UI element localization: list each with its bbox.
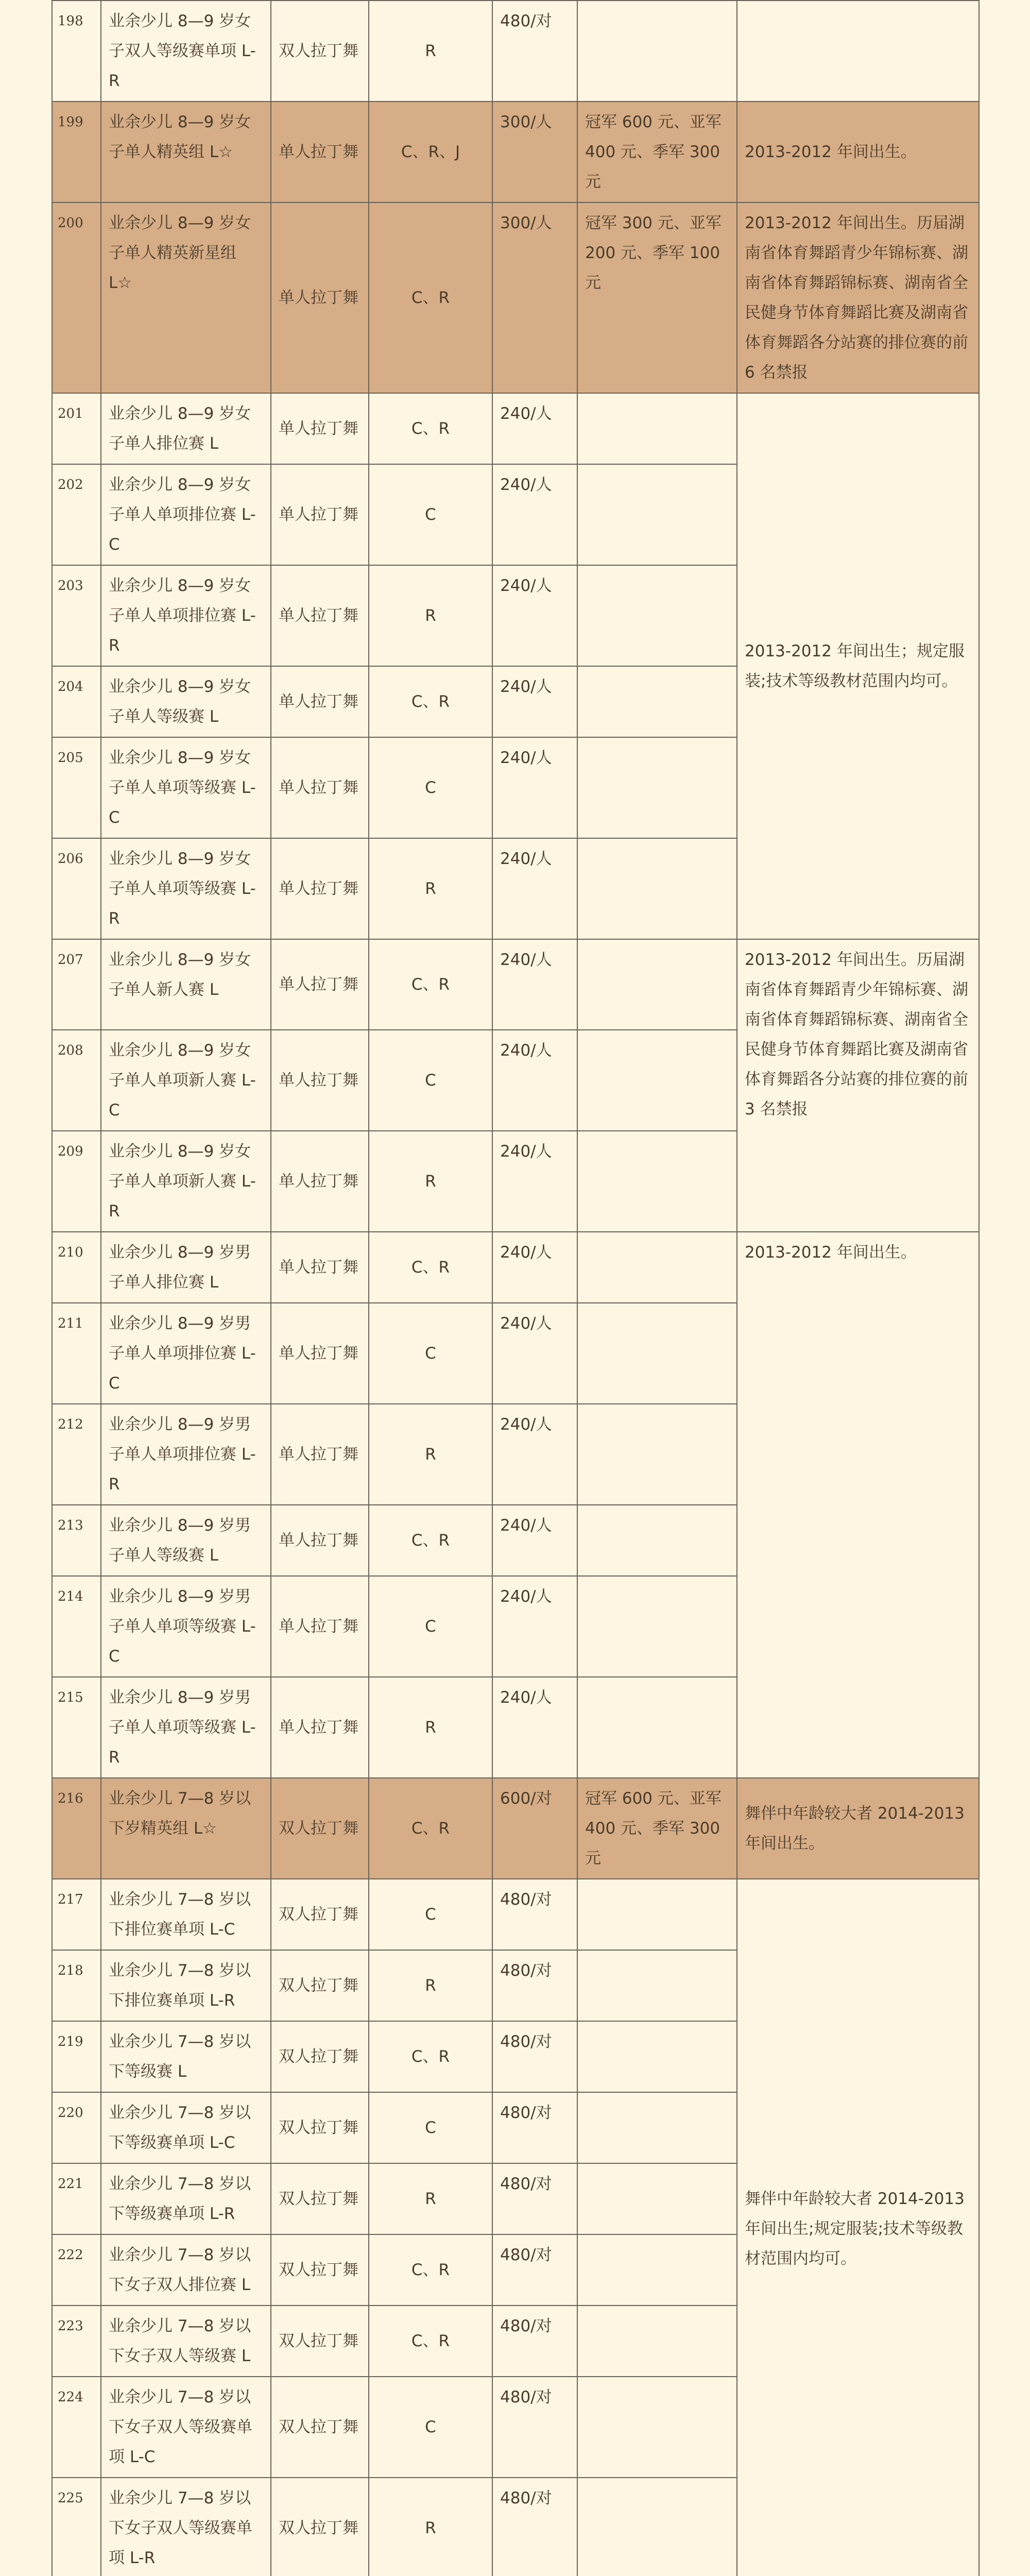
event-name-cell: 业余少儿 8—9 岁女子单人单项新人赛 L-R: [101, 1131, 271, 1232]
dances-cell: C: [369, 1576, 492, 1677]
prize-cell: [577, 1677, 737, 1778]
entry-number-cell: 204: [52, 666, 101, 737]
entry-number-cell: 218: [52, 1950, 101, 2021]
dances-cell: C、R: [369, 939, 492, 1030]
dance-type-cell: 双人拉丁舞: [271, 1778, 369, 1879]
table-row: [52, 1232, 979, 1303]
entry-number-cell: 220: [52, 2092, 101, 2163]
dance-type-cell: 单人拉丁舞: [271, 1303, 369, 1404]
event-name-cell: 业余少儿 7—8 岁以下女子双人等级赛单项 L-R: [101, 2478, 271, 2576]
table-row: [52, 939, 979, 1030]
entry-fee-cell: 240/人: [492, 1232, 577, 1303]
dances-cell: C、R: [369, 2306, 492, 2377]
dances-cell: C、R: [369, 1232, 492, 1303]
remarks-cell: 舞伴中年龄较大者 2014-2013 年间出生;规定服装;技术等级教材范围内均可。: [737, 1879, 979, 2576]
dances-cell: C: [369, 737, 492, 838]
entry-number-cell: 213: [52, 1505, 101, 1576]
event-name-cell: 业余少儿 8—9 岁女子单人单项排位赛 L-C: [101, 464, 271, 565]
event-name-cell: 业余少儿 8—9 岁女子单人精英组 L☆: [101, 101, 271, 202]
prize-cell: [577, 2234, 737, 2306]
dances-cell: C、R: [369, 1505, 492, 1576]
prize-cell: [577, 1, 737, 101]
entry-number-cell: 209: [52, 1131, 101, 1232]
dances-cell: R: [369, 2163, 492, 2234]
dances-cell: R: [369, 1131, 492, 1232]
event-name-cell: 业余少儿 8—9 岁女子单人单项等级赛 L-C: [101, 737, 271, 838]
prize-cell: [577, 1505, 737, 1576]
event-name-cell: 业余少儿 8—9 岁女子单人单项等级赛 L-R: [101, 838, 271, 939]
event-name-cell: 业余少儿 7—8 岁以下女子双人等级赛 L: [101, 2306, 271, 2377]
remarks-cell: 2013-2012 年间出生。: [737, 1232, 979, 1778]
prize-cell: [577, 2021, 737, 2092]
entry-fee-cell: 300/人: [492, 202, 577, 393]
entry-number-cell: 208: [52, 1030, 101, 1131]
prize-cell: [577, 1030, 737, 1131]
prize-cell: [577, 838, 737, 939]
entry-fee-cell: 480/对: [492, 1950, 577, 2021]
entry-number-cell: 222: [52, 2234, 101, 2306]
entry-number-cell: 214: [52, 1576, 101, 1677]
entry-number-cell: 210: [52, 1232, 101, 1303]
dance-type-cell: 单人拉丁舞: [271, 1576, 369, 1677]
event-name-cell: 业余少儿 7—8 岁以下排位赛单项 L-R: [101, 1950, 271, 2021]
dance-type-cell: 双人拉丁舞: [271, 2163, 369, 2234]
entry-number-cell: 219: [52, 2021, 101, 2092]
entry-number-cell: 207: [52, 939, 101, 1030]
event-name-cell: 业余少儿 7—8 岁以下等级赛单项 L-R: [101, 2163, 271, 2234]
entry-fee-cell: 240/人: [492, 838, 577, 939]
dances-cell: C、R: [369, 2021, 492, 2092]
dances-cell: C: [369, 464, 492, 565]
entry-fee-cell: 480/对: [492, 1, 577, 101]
dances-cell: C: [369, 1879, 492, 1950]
entry-number-cell: 200: [52, 202, 101, 393]
entry-number-cell: 223: [52, 2306, 101, 2377]
remarks-cell: 2013-2012 年间出生。历届湖南省体育舞蹈青少年锦标赛、湖南省体育舞蹈锦标赛、湖南省全民健身节体育舞蹈比赛及湖南省体育舞蹈各分站赛的排位赛的前 3 名禁报: [737, 939, 979, 1232]
entry-fee-cell: 240/人: [492, 565, 577, 666]
prize-cell: [577, 666, 737, 737]
event-name-cell: 业余少儿 8—9 岁女子单人新人赛 L: [101, 939, 271, 1030]
dance-type-cell: 双人拉丁舞: [271, 1950, 369, 2021]
dances-cell: R: [369, 1404, 492, 1505]
prize-cell: [577, 565, 737, 666]
event-name-cell: 业余少儿 8—9 岁女子单人排位赛 L: [101, 393, 271, 464]
dances-cell: R: [369, 2478, 492, 2576]
entry-number-cell: 221: [52, 2163, 101, 2234]
dances-cell: C、R: [369, 393, 492, 464]
event-name-cell: 业余少儿 8—9 岁女子单人等级赛 L: [101, 666, 271, 737]
dance-type-cell: 双人拉丁舞: [271, 2478, 369, 2576]
prize-cell: [577, 464, 737, 565]
entry-number-cell: 201: [52, 393, 101, 464]
entry-fee-cell: 480/对: [492, 2163, 577, 2234]
dance-type-cell: 单人拉丁舞: [271, 838, 369, 939]
event-name-cell: 业余少儿 7—8 岁以下女子双人等级赛单项 L-C: [101, 2377, 271, 2478]
dance-type-cell: 单人拉丁舞: [271, 1677, 369, 1778]
prize-cell: 冠军 300 元、亚军 200 元、季军 100 元: [577, 202, 737, 393]
event-name-cell: 业余少儿 8—9 岁女子单人单项新人赛 L-C: [101, 1030, 271, 1131]
remarks-cell: 2013-2012 年间出生。历届湖南省体育舞蹈青少年锦标赛、湖南省体育舞蹈锦标赛、湖南省全民健身节体育舞蹈比赛及湖南省体育舞蹈各分站赛的排位赛的前 6 名禁报: [737, 202, 979, 393]
table-row: [52, 1879, 979, 1950]
entry-number-cell: 206: [52, 838, 101, 939]
event-name-cell: 业余少儿 8—9 岁男子单人单项排位赛 L-C: [101, 1303, 271, 1404]
prize-cell: [577, 2478, 737, 2576]
table-row: [52, 1, 979, 101]
prize-cell: [577, 1131, 737, 1232]
dances-cell: C、R: [369, 666, 492, 737]
prize-cell: [577, 939, 737, 1030]
entry-fee-cell: 240/人: [492, 1131, 577, 1232]
table-row: [52, 101, 979, 202]
entry-fee-cell: 240/人: [492, 393, 577, 464]
entry-fee-cell: 480/对: [492, 2021, 577, 2092]
entry-number-cell: 215: [52, 1677, 101, 1778]
prize-cell: [577, 1303, 737, 1404]
prize-cell: [577, 393, 737, 464]
entry-fee-cell: 480/对: [492, 2092, 577, 2163]
dances-cell: C: [369, 2377, 492, 2478]
entry-number-cell: 211: [52, 1303, 101, 1404]
entry-fee-cell: 240/人: [492, 1576, 577, 1677]
dances-cell: R: [369, 1950, 492, 2021]
prize-cell: [577, 1404, 737, 1505]
event-name-cell: 业余少儿 7—8 岁以下岁精英组 L☆: [101, 1778, 271, 1879]
dance-type-cell: 单人拉丁舞: [271, 1404, 369, 1505]
event-name-cell: 业余少儿 7—8 岁以下等级赛单项 L-C: [101, 2092, 271, 2163]
dance-type-cell: 单人拉丁舞: [271, 737, 369, 838]
event-name-cell: 业余少儿 8—9 岁男子单人等级赛 L: [101, 1505, 271, 1576]
entry-table: [52, 0, 980, 2576]
table-row: [52, 393, 979, 464]
entry-fee-cell: 480/对: [492, 2478, 577, 2576]
dance-type-cell: 单人拉丁舞: [271, 939, 369, 1030]
remarks-cell: 舞伴中年龄较大者 2014-2013 年间出生。: [737, 1778, 979, 1879]
event-name-cell: 业余少儿 7—8 岁以下等级赛 L: [101, 2021, 271, 2092]
entry-number-cell: 199: [52, 101, 101, 202]
dance-type-cell: 单人拉丁舞: [271, 1131, 369, 1232]
dance-type-cell: 双人拉丁舞: [271, 2092, 369, 2163]
dances-cell: R: [369, 1677, 492, 1778]
dance-type-cell: 双人拉丁舞: [271, 2234, 369, 2306]
entry-fee-cell: 480/对: [492, 2306, 577, 2377]
prize-cell: [577, 2377, 737, 2478]
dances-cell: C: [369, 1030, 492, 1131]
entry-number-cell: 212: [52, 1404, 101, 1505]
dance-type-cell: 双人拉丁舞: [271, 1, 369, 101]
dance-type-cell: 单人拉丁舞: [271, 666, 369, 737]
entry-fee-cell: 600/对: [492, 1778, 577, 1879]
entry-number-cell: 203: [52, 565, 101, 666]
dance-type-cell: 双人拉丁舞: [271, 2377, 369, 2478]
prize-cell: [577, 2092, 737, 2163]
dances-cell: R: [369, 838, 492, 939]
entry-fee-cell: 240/人: [492, 737, 577, 838]
event-name-cell: 业余少儿 8—9 岁男子单人单项等级赛 L-C: [101, 1576, 271, 1677]
event-name-cell: 业余少儿 8—9 岁女子单人精英新星组 L☆: [101, 202, 271, 393]
entry-fee-cell: 240/人: [492, 666, 577, 737]
event-name-cell: 业余少儿 8—9 岁男子单人单项排位赛 L-R: [101, 1404, 271, 1505]
prize-cell: [577, 737, 737, 838]
entry-fee-cell: 240/人: [492, 939, 577, 1030]
table-row: [52, 1778, 979, 1879]
entry-fee-cell: 240/人: [492, 1030, 577, 1131]
prize-cell: [577, 2306, 737, 2377]
event-name-cell: 业余少儿 8—9 岁女子单人单项排位赛 L-R: [101, 565, 271, 666]
entry-number-cell: 205: [52, 737, 101, 838]
dance-type-cell: 双人拉丁舞: [271, 2306, 369, 2377]
event-name-cell: 业余少儿 8—9 岁男子单人单项等级赛 L-R: [101, 1677, 271, 1778]
remarks-cell: 2013-2012 年间出生；规定服装;技术等级教材范围内均可。: [737, 393, 979, 939]
dances-cell: C、R: [369, 1778, 492, 1879]
entry-fee-cell: 240/人: [492, 1505, 577, 1576]
dances-cell: C: [369, 1303, 492, 1404]
dance-type-cell: 单人拉丁舞: [271, 1232, 369, 1303]
event-name-cell: 业余少儿 8—9 岁男子单人排位赛 L: [101, 1232, 271, 1303]
entry-number-cell: 225: [52, 2478, 101, 2576]
prize-cell: [577, 1950, 737, 2021]
dance-type-cell: 单人拉丁舞: [271, 202, 369, 393]
remarks-cell: [737, 1, 979, 101]
dances-cell: R: [369, 1, 492, 101]
dances-cell: R: [369, 565, 492, 666]
entry-number-cell: 224: [52, 2377, 101, 2478]
entry-fee-cell: 240/人: [492, 464, 577, 565]
dance-type-cell: 双人拉丁舞: [271, 2021, 369, 2092]
dance-type-cell: 单人拉丁舞: [271, 1505, 369, 1576]
entry-fee-cell: 240/人: [492, 1677, 577, 1778]
entry-fee-cell: 240/人: [492, 1404, 577, 1505]
prize-cell: [577, 1576, 737, 1677]
entry-number-cell: 216: [52, 1778, 101, 1879]
dances-cell: C、R: [369, 2234, 492, 2306]
prize-cell: [577, 1879, 737, 1950]
entry-fee-cell: 480/对: [492, 2234, 577, 2306]
dance-type-cell: 双人拉丁舞: [271, 1879, 369, 1950]
dance-type-cell: 单人拉丁舞: [271, 1030, 369, 1131]
prize-cell: [577, 1232, 737, 1303]
dances-cell: C: [369, 2092, 492, 2163]
event-name-cell: 业余少儿 7—8 岁以下排位赛单项 L-C: [101, 1879, 271, 1950]
dance-type-cell: 单人拉丁舞: [271, 565, 369, 666]
entry-number-cell: 202: [52, 464, 101, 565]
entry-fee-cell: 480/对: [492, 2377, 577, 2478]
event-name-cell: 业余少儿 8—9 岁女子双人等级赛单项 L-R: [101, 1, 271, 101]
event-name-cell: 业余少儿 7—8 岁以下女子双人排位赛 L: [101, 2234, 271, 2306]
entry-number-cell: 198: [52, 1, 101, 101]
prize-cell: 冠军 600 元、亚军 400 元、季军 300 元: [577, 1778, 737, 1879]
dance-type-cell: 单人拉丁舞: [271, 464, 369, 565]
entry-fee-cell: 300/人: [492, 101, 577, 202]
entry-fee-cell: 240/人: [492, 1303, 577, 1404]
remarks-cell: 2013-2012 年间出生。: [737, 101, 979, 202]
entry-fee-cell: 480/对: [492, 1879, 577, 1950]
dances-cell: C、R: [369, 202, 492, 393]
prize-cell: 冠军 600 元、亚军 400 元、季军 300 元: [577, 101, 737, 202]
prize-cell: [577, 2163, 737, 2234]
table-row: [52, 202, 979, 393]
dance-type-cell: 单人拉丁舞: [271, 101, 369, 202]
dance-type-cell: 单人拉丁舞: [271, 393, 369, 464]
entry-number-cell: 217: [52, 1879, 101, 1950]
dances-cell: C、R、J: [369, 101, 492, 202]
